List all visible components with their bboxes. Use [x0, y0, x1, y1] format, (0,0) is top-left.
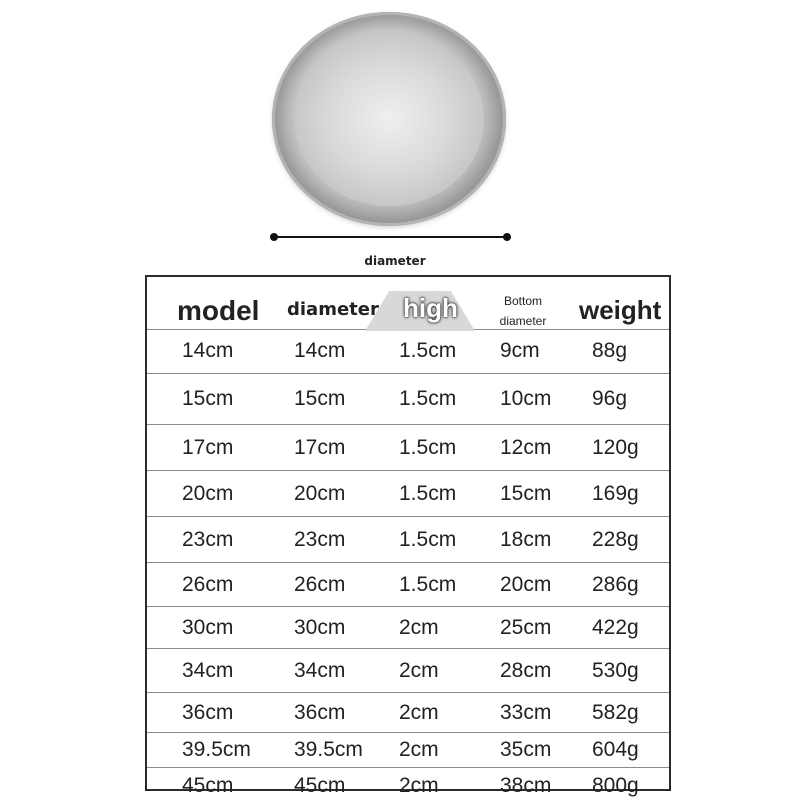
cell-weight: 169g [592, 481, 639, 505]
cell-high: 1.5cm [399, 572, 457, 596]
header-bottom-line1: Bottom [503, 294, 542, 308]
cell-model: 34cm [182, 658, 234, 682]
diameter-label: diameter [364, 254, 426, 268]
cell-high: 1.5cm [399, 339, 457, 362]
cell-weight: 96g [592, 387, 628, 410]
cell-diameter: 23cm [294, 527, 346, 551]
table-row [147, 471, 669, 517]
table-header [147, 277, 669, 330]
table-row [147, 563, 669, 607]
cell-high: 2cm [399, 700, 439, 724]
cell-weight: 422g [592, 615, 639, 639]
table-row [147, 649, 669, 693]
cell-high: 2cm [399, 615, 439, 639]
cell-diameter: 36cm [294, 700, 346, 724]
cell-bottom-diameter: 25cm [500, 615, 552, 639]
cell-diameter: 30cm [294, 615, 346, 639]
table-row [147, 607, 669, 649]
diameter-dimension-line [274, 236, 507, 238]
cell-diameter: 39.5cm [294, 738, 363, 761]
cell-bottom-diameter: 20cm [500, 572, 552, 596]
cell-high: 1.5cm [399, 527, 457, 551]
table-row [147, 693, 669, 733]
header-high: high [403, 293, 458, 323]
cell-diameter: 14cm [294, 339, 346, 362]
plate-image [272, 12, 506, 226]
cell-weight: 582g [592, 700, 639, 724]
plate-inner-surface [294, 32, 484, 206]
table-row [147, 517, 669, 563]
cell-model: 17cm [182, 435, 234, 459]
cell-model: 26cm [182, 572, 234, 596]
cell-bottom-diameter: 18cm [500, 527, 552, 551]
cell-high: 2cm [399, 658, 439, 682]
cell-diameter: 15cm [294, 387, 346, 410]
cell-bottom-diameter: 10cm [500, 387, 552, 410]
cell-bottom-diameter: 33cm [500, 700, 552, 724]
cell-weight: 88g [592, 339, 628, 362]
cell-high: 1.5cm [399, 387, 457, 410]
cell-high: 2cm [399, 738, 439, 761]
cell-weight: 530g [592, 658, 639, 682]
cell-diameter: 20cm [294, 481, 346, 505]
cell-diameter: 45cm [294, 773, 346, 797]
header-weight: weight [579, 295, 662, 325]
cell-bottom-diameter: 38cm [500, 773, 552, 797]
table-row [147, 374, 669, 425]
cell-weight: 800g [592, 773, 639, 797]
cell-weight: 120g [592, 435, 639, 459]
cell-model: 15cm [182, 387, 234, 410]
table-row [147, 733, 669, 768]
cell-bottom-diameter: 15cm [500, 481, 552, 505]
size-table [145, 275, 671, 797]
header-bottom-line2: diameter [499, 314, 547, 328]
cell-model: 23cm [182, 527, 234, 551]
cell-model: 45cm [182, 773, 234, 797]
cell-bottom-diameter: 12cm [500, 435, 552, 459]
cell-model: 30cm [182, 615, 234, 639]
cell-bottom-diameter: 9cm [500, 339, 540, 362]
dimension-dot-left [270, 233, 278, 241]
cell-weight: 604g [592, 738, 639, 761]
header-diameter: diameter [287, 299, 379, 320]
cell-high: 1.5cm [399, 481, 457, 505]
cell-weight: 286g [592, 572, 639, 596]
table-row [147, 425, 669, 471]
cell-high: 2cm [399, 773, 439, 797]
cell-weight: 228g [592, 527, 639, 551]
cell-diameter: 17cm [294, 435, 346, 459]
cell-model: 14cm [182, 339, 234, 362]
table-body [147, 329, 669, 803]
cell-model: 20cm [182, 481, 234, 505]
table-row [147, 768, 669, 803]
cell-model: 36cm [182, 700, 234, 724]
header-model: model [177, 295, 260, 326]
cell-high: 1.5cm [399, 435, 457, 459]
dimension-dot-right [503, 233, 511, 241]
table-row [147, 329, 669, 374]
cell-diameter: 34cm [294, 658, 346, 682]
cell-diameter: 26cm [294, 572, 346, 596]
cell-bottom-diameter: 28cm [500, 658, 552, 682]
header-bottom-diameter [495, 291, 551, 331]
cell-bottom-diameter: 35cm [500, 738, 552, 761]
cell-model: 39.5cm [182, 738, 251, 761]
